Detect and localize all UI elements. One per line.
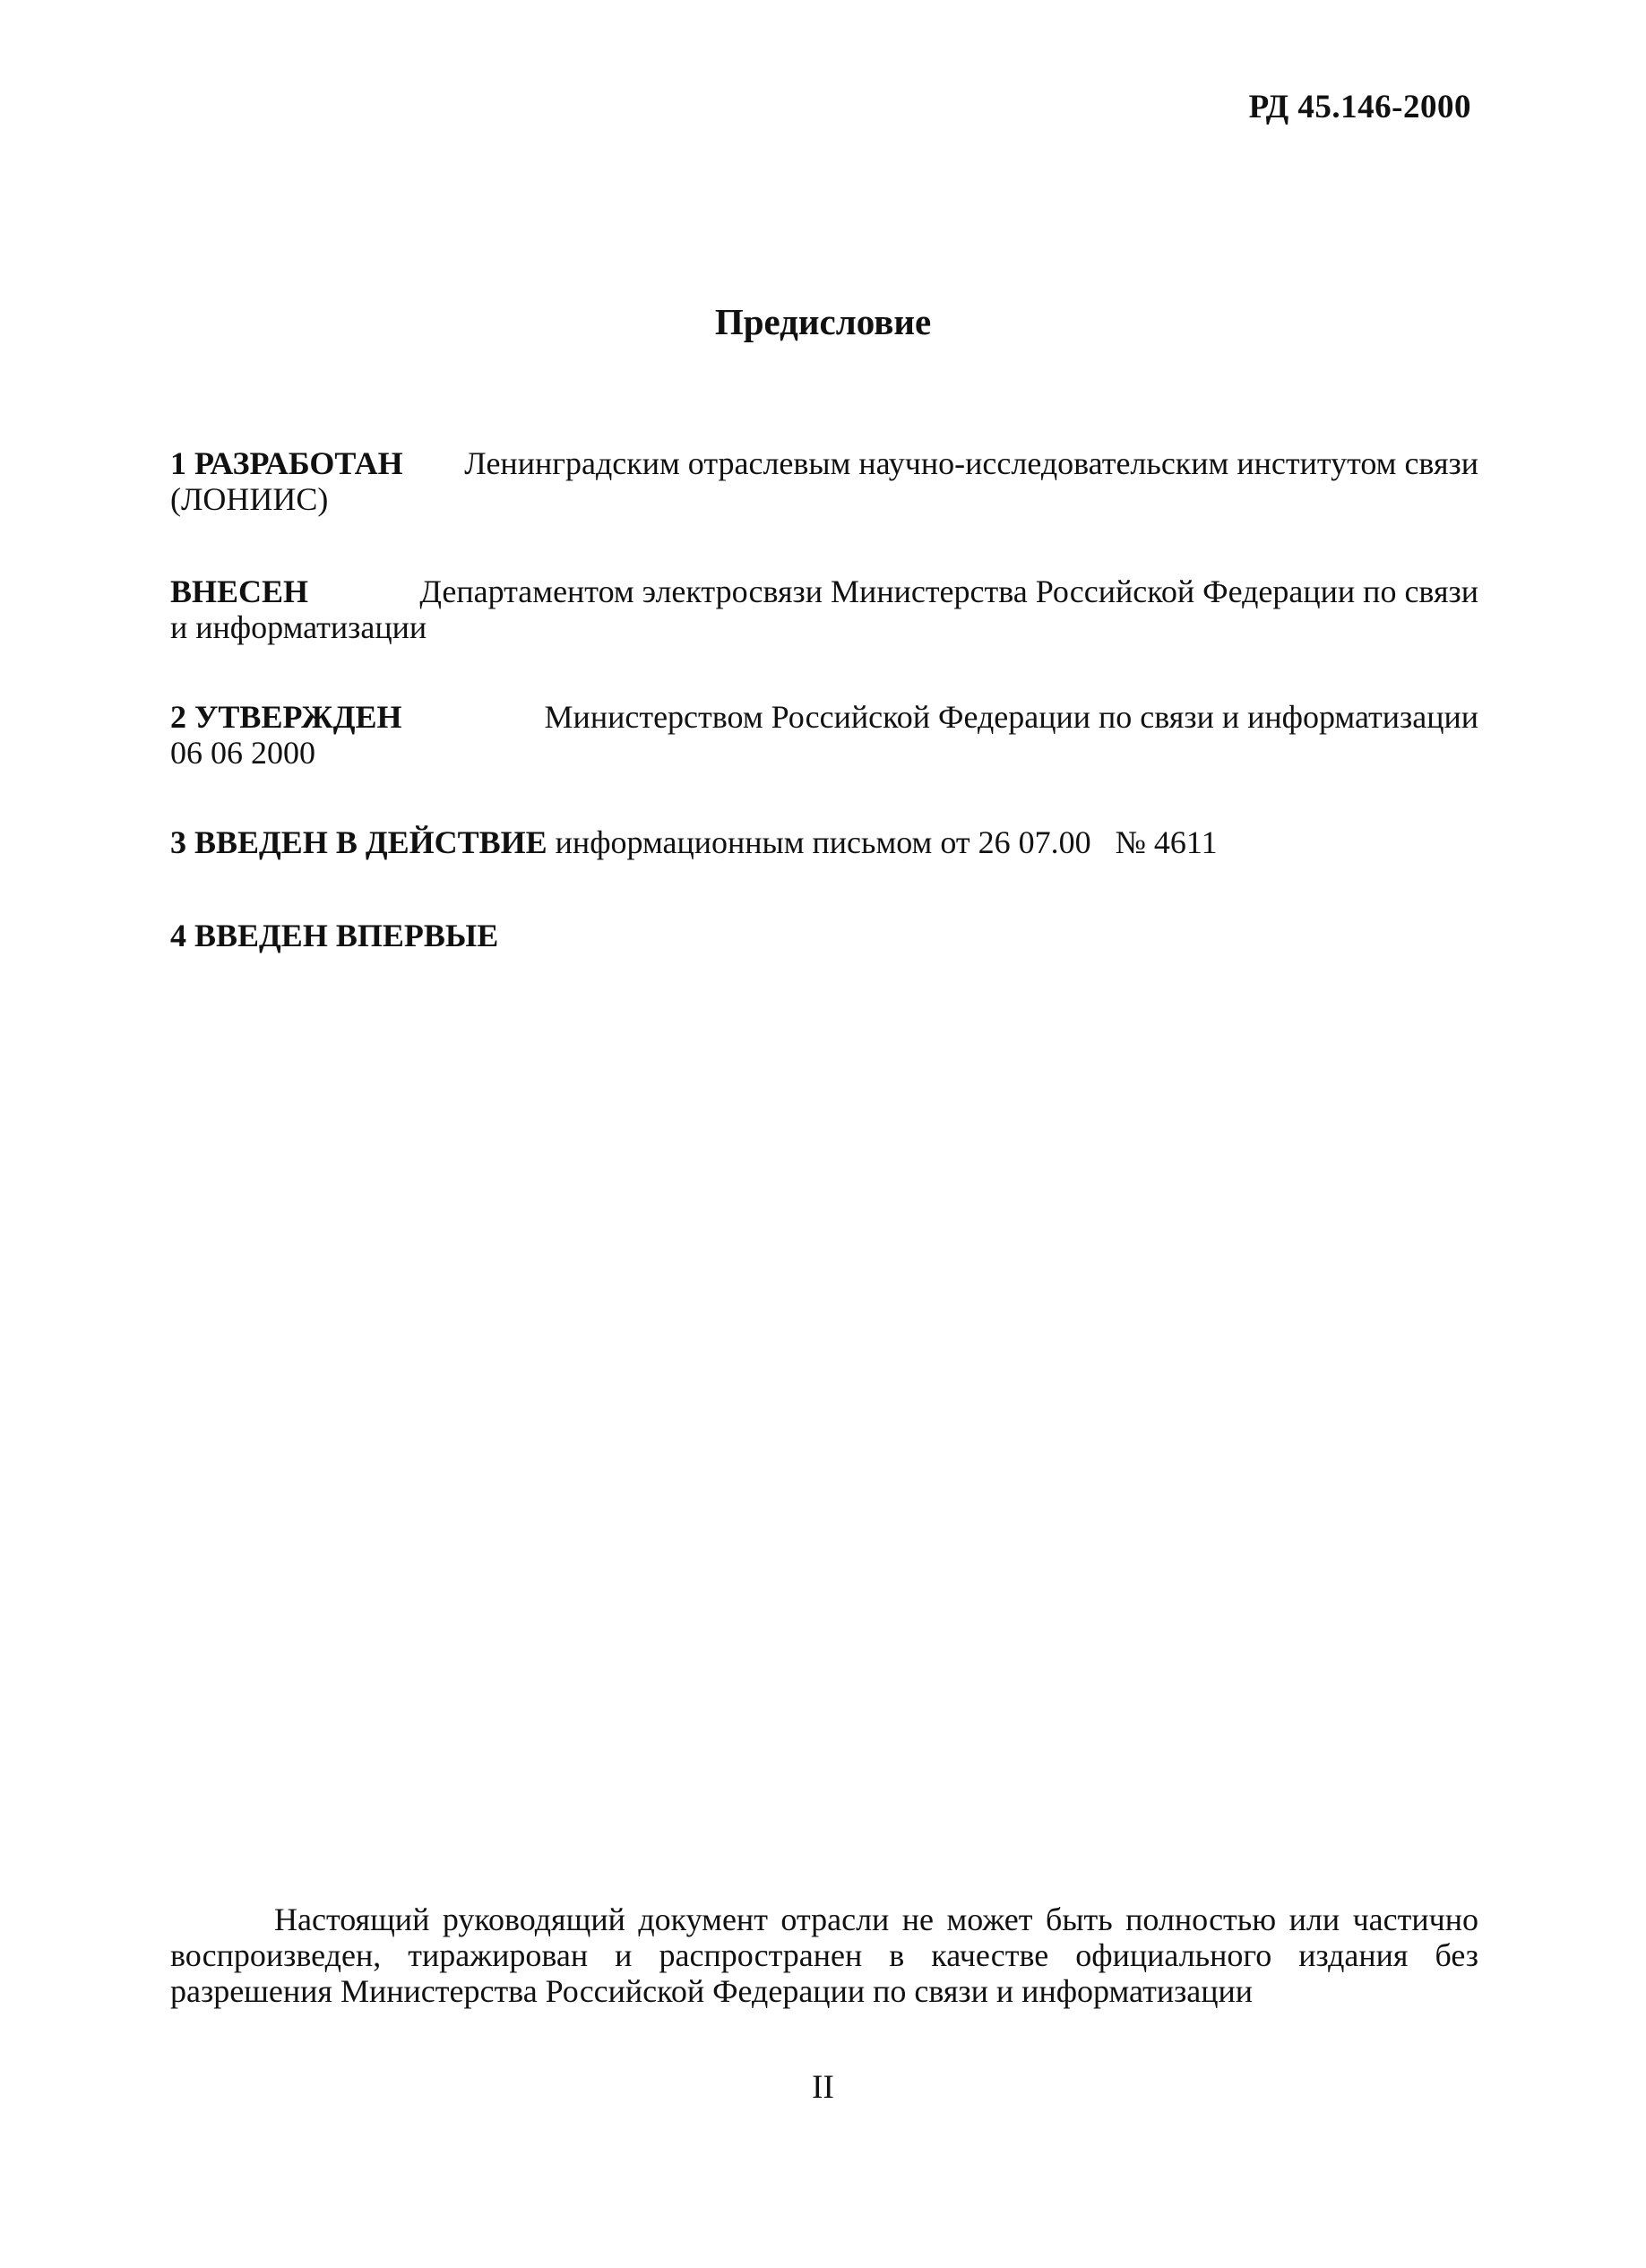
entry-submitted-head: ВНЕСЕН: [170, 573, 309, 609]
entry-approved-text: Министерством Российской Федерации по связи и информатизации: [544, 699, 1478, 735]
entry-first-introduced: [170, 918, 1478, 953]
copyright-notice: Настоящий руководящий документ отрасли не может быть полностью или частично воспроизведен, тиражирован и распространен в качестве официального издания без разрешения Министерства Российской Федерации по связи и информатизации: [170, 1901, 1478, 2009]
entry-developed-head: 1 РАЗРАБОТАН: [170, 445, 403, 481]
entry-submitted-text: Департаментом электросвязи Министерства Российской Федерации по связи: [419, 573, 1478, 609]
entry-developed-text-cont: (ЛОНИИС): [170, 481, 329, 517]
document-code: РД 45.146-2000: [1248, 89, 1471, 125]
page-title: Предисловие: [714, 301, 932, 342]
entry-enacted-head: 3 ВВЕДЕН В ДЕЙСТВИЕ: [170, 824, 556, 860]
entry-approved-date: 06 06 2000: [170, 735, 315, 771]
page-number: II: [812, 2069, 834, 2106]
entry-enacted-text: информационным письмом от 26 07.00 № 4611: [555, 824, 1218, 860]
entry-enacted: [170, 824, 1478, 860]
entry-developed-text: Ленинградским отраслевым научно-исследовательским институтом связи: [464, 445, 1478, 481]
entry-approved: [170, 699, 1478, 771]
entry-first-introduced-head: 4 ВВЕДЕН ВПЕРВЫЕ: [170, 918, 499, 953]
entry-submitted-text-cont: и информатизации: [170, 609, 427, 645]
entry-developed: [170, 445, 1478, 517]
entry-submitted: [170, 573, 1478, 645]
entry-approved-head: 2 УТВЕРЖДЕН: [170, 699, 402, 735]
